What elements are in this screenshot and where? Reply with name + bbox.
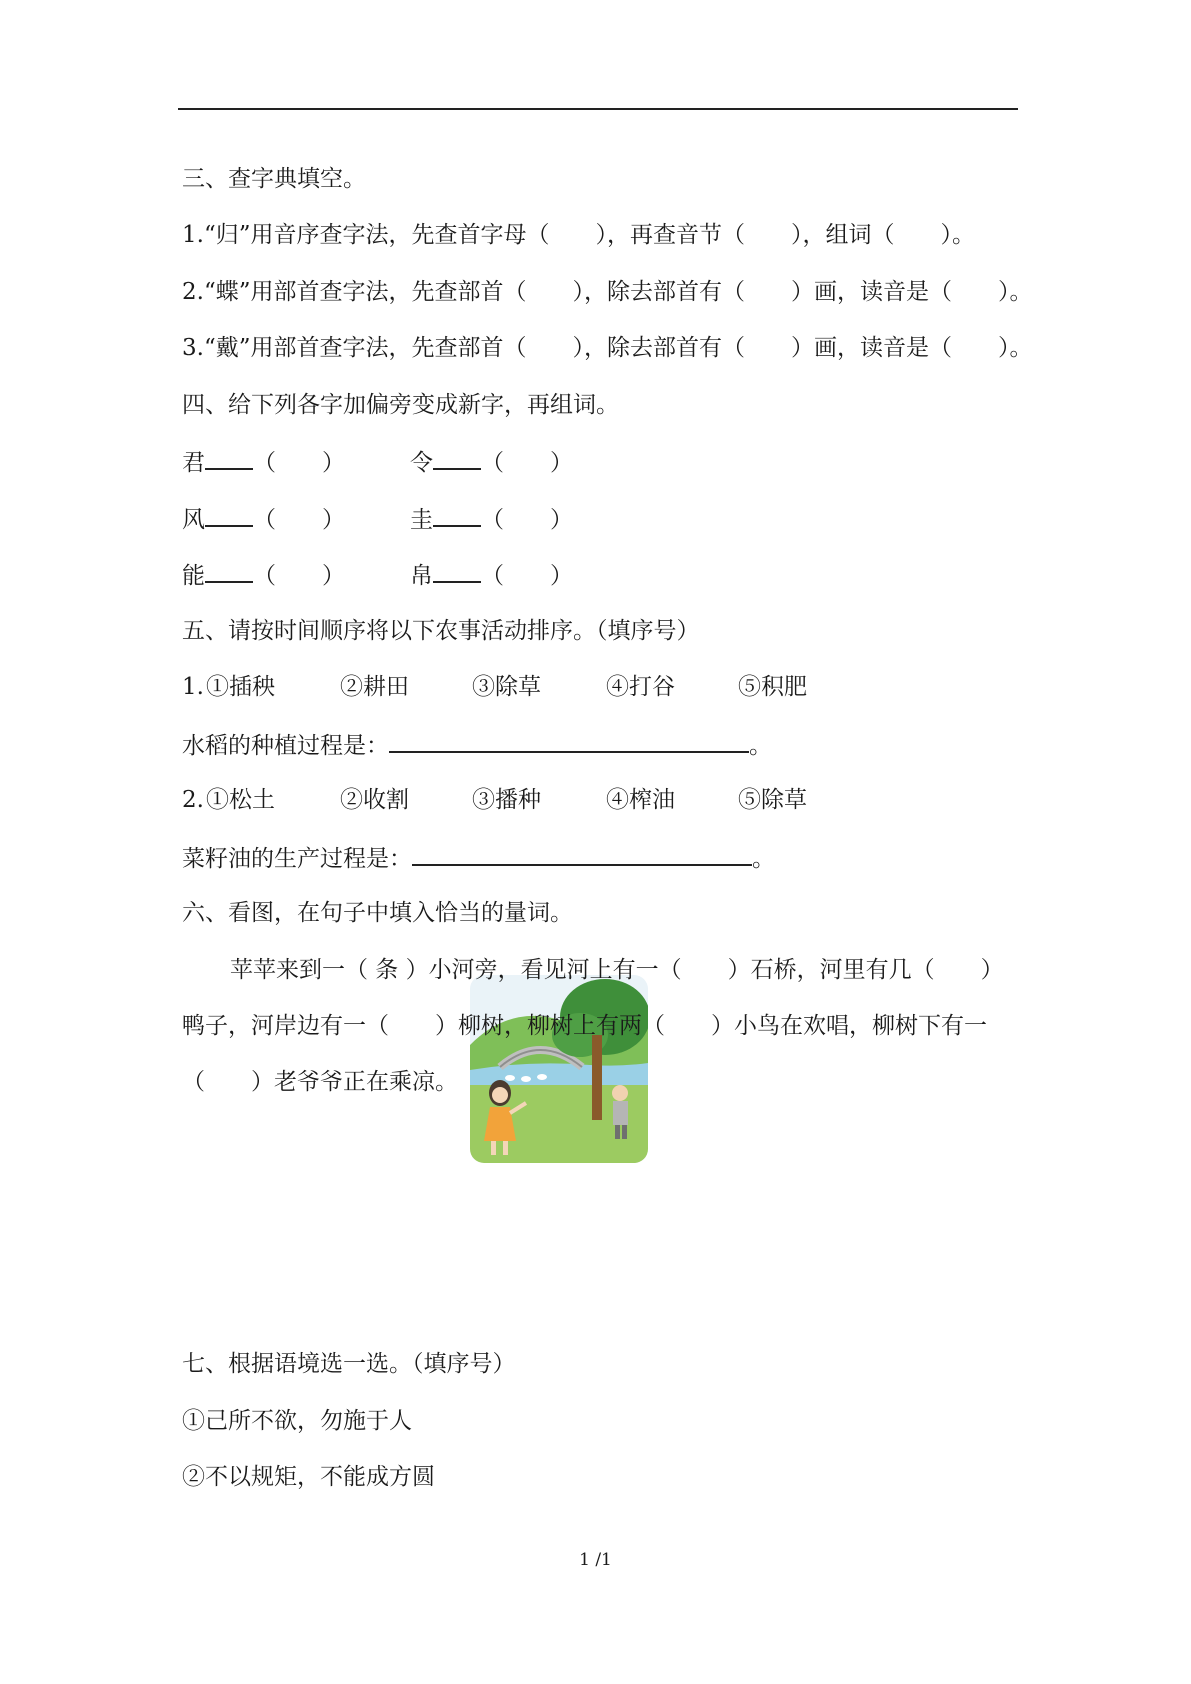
section-6-sentence-line-1: 苹苹来到一（ 条 ）小河旁，看见河上有一（ ）石桥，河里有几（ ） bbox=[230, 957, 1004, 983]
section-7-option-2: ②不以规矩，不能成方圆 bbox=[182, 1464, 435, 1490]
section-7-option-1: ①己所不欲，勿施于人 bbox=[182, 1408, 412, 1434]
answer-line: 水稻的种植过程是： 。 bbox=[182, 729, 772, 761]
answer-line: 菜籽油的生产过程是： 。 bbox=[182, 842, 775, 874]
option-item: ①松土 bbox=[206, 787, 275, 813]
answer-blank[interactable] bbox=[205, 503, 253, 527]
option-item: ⑤积肥 bbox=[738, 674, 807, 700]
question-number: 1. bbox=[182, 674, 204, 700]
section-6-title: 六、看图，在句子中填入恰当的量词。 bbox=[182, 900, 573, 926]
answer-blank[interactable] bbox=[433, 503, 481, 527]
answer-blank[interactable] bbox=[205, 446, 253, 470]
option-item: ④榨油 bbox=[606, 787, 675, 813]
option-item: ③除草 bbox=[472, 674, 541, 700]
section-3-title: 三、查字典填空。 bbox=[182, 166, 366, 192]
radical-item: 君 （ ） bbox=[182, 446, 345, 478]
option-item: ①插秧 bbox=[206, 674, 275, 700]
section-3-question-3: 3.“戴”用部首查字法，先查部首（ ），除去部首有（ ）画，读音是（ ）。 bbox=[182, 335, 1033, 361]
answer-blank[interactable] bbox=[433, 559, 481, 583]
answer-blank[interactable] bbox=[412, 842, 752, 866]
option-item: ②耕田 bbox=[340, 674, 409, 700]
question-number: 2. bbox=[182, 787, 204, 813]
section-7-title: 七、根据语境选一选。（填序号） bbox=[182, 1351, 516, 1377]
section-3-question-2: 2.“蝶”用部首查字法，先查部首（ ），除去部首有（ ）画，读音是（ ）。 bbox=[182, 279, 1033, 305]
radical-item: 圭 （ ） bbox=[410, 503, 573, 535]
river-scene-illustration bbox=[470, 975, 648, 1163]
radical-item: 帛 （ ） bbox=[410, 559, 573, 591]
option-item: ⑤除草 bbox=[738, 787, 807, 813]
answer-blank[interactable] bbox=[433, 446, 481, 470]
answer-blank[interactable] bbox=[389, 729, 749, 753]
header-rule bbox=[178, 108, 1018, 110]
section-3-question-1: 1.“归”用音序查字法，先查首字母（ ），再查音节（ ），组词（ ）。 bbox=[182, 222, 975, 248]
option-item: ④打谷 bbox=[606, 674, 675, 700]
radical-item: 能 （ ） bbox=[182, 559, 345, 591]
option-item: ③播种 bbox=[472, 787, 541, 813]
section-4-title: 四、给下列各字加偏旁变成新字，再组词。 bbox=[182, 392, 619, 418]
section-5-title: 五、请按时间顺序将以下农事活动排序。（填序号） bbox=[182, 618, 700, 644]
radical-item: 风 （ ） bbox=[182, 503, 345, 535]
section-6-sentence-line-3: （ ）老爷爷正在乘凉。 bbox=[182, 1069, 458, 1095]
section-6-sentence-line-2: 鸭子，河岸边有一（ ）柳树，柳树上有两（ ）小鸟在欢唱，柳树下有一 bbox=[182, 1013, 987, 1039]
option-item: ②收割 bbox=[340, 787, 409, 813]
page-number: 1 /1 bbox=[579, 1550, 612, 1570]
answer-blank[interactable] bbox=[205, 559, 253, 583]
radical-item: 令 （ ） bbox=[410, 446, 573, 478]
